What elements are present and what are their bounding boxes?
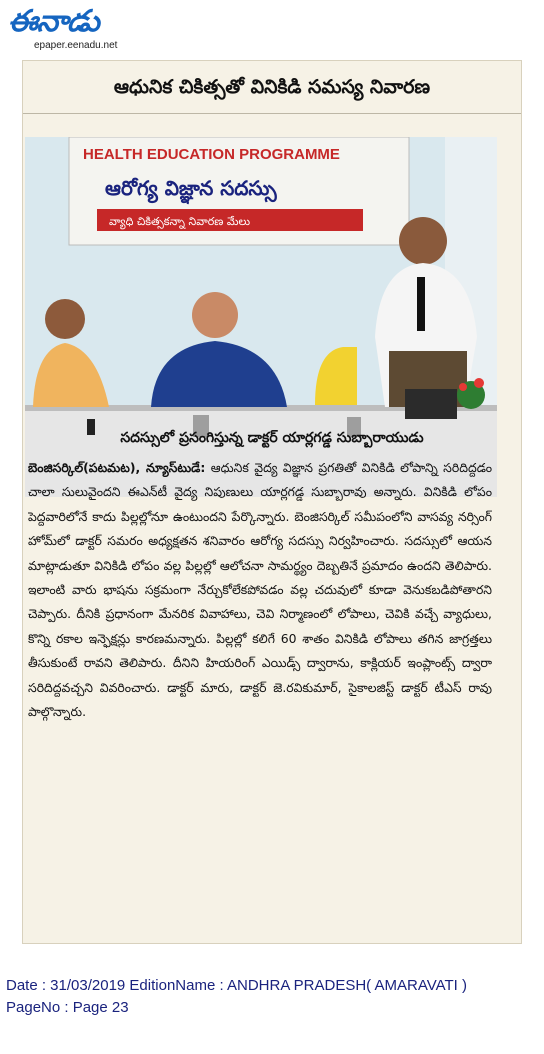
eenadu-logo[interactable]: ఈనాడు bbox=[8, 4, 99, 39]
photo-caption: సదస్సులో ప్రసంగిస్తున్న డాక్టర్ యార్లగడ్డ సుబ్బారాయుడు bbox=[120, 430, 424, 446]
edition-info: Date : 31/03/2019 EditionName : ANDHRA PRADESH( AMARAVATI ) bbox=[6, 977, 468, 994]
page-number: PageNo : Page 23 bbox=[6, 999, 129, 1016]
banner-telugu-title: ఆరోగ్య విజ్ఞాన సదస్సు bbox=[105, 176, 277, 200]
article-body bbox=[28, 456, 492, 876]
article-headline: ఆధునిక చికిత్సతో వినికిడి సమస్య నివారణ bbox=[113, 76, 431, 98]
headline-divider bbox=[23, 113, 521, 114]
masthead bbox=[8, 4, 188, 56]
banner-tagline: వ్యాధి చికిత్సకన్నా నివారణ మేలు bbox=[109, 215, 251, 228]
article-body-text: ఆధునిక వైద్య విజ్ఞాన ప్రగతితో వినికిడి లోపాన్ని సరిదిద్దడం చాలా సులువైందని ఈఎన్‌టీ వైద్య నిపుణులు యార్లగడ్డ సుబ్బారావు అన్నారు. వినికిడి లోపం పెద్దవారిలోనే కాదు పిల్లల్లోనూ ఉంటుందని పేర్కొన్నారు. బెంజిసర్కిల్ సమీపంలోని వాసవ్య నర్సింగ్ హోమ్‌లో డాక్టర్ సమరం అధ్యక్షతన శనివారం ఆరోగ్య సదస్సు నిర్వహించారు. సదస్సులో ఆయన మాట్లాడుతూ వినికిడి లోపం వల్ల పిల్లల్లో ఆలోచనా సామర్థ్యం దెబ్బతినే ప్రమాదం ఉందని తెలిపారు. ఇలాంటి వారు భాషను సక్రమంగా నేర్చుకోలేకపోవడం వల్ల చదువులో కూడా వెనుకబడిపోతారని చెప్పారు. దీనికి ప్రధానంగా మేనరిక వివాహాలు, చెవి నిర్మాణంలో లోపాలు, చెవికి వచ్చే వ్యాధులు, కొన్ని రకాల ఇన్ఫెక్షన్లు కారణమన్నారు. పిల్లల్లో కలిగే 60 శాతం వినికిడి లోపాలు తగిన జాగ్రత్తలు తీసుకుంటే రావని తెలిపారు. దీనిని హియరింగ్ ఎయిడ్స్ ద్వారాను, కాక్లియర్ ఇంప్లాంట్స్ ద్వారా సరిదిద్దవచ్చని వివరించారు. డాక్టర్ మారు, డాక్టర్ జె.రవికుమార్, సైకాలజిస్ట్ డాక్టర్ టీఎస్ రావు పాల్గొన్నారు. bbox=[28, 460, 492, 720]
epaper-url[interactable]: epaper.eenadu.net bbox=[34, 40, 118, 51]
banner-title: HEALTH EDUCATION PROGRAMME bbox=[83, 146, 340, 163]
article-dateline: బెంజిసర్కిల్(పటమట), న్యూస్‌టుడే: bbox=[28, 460, 206, 475]
